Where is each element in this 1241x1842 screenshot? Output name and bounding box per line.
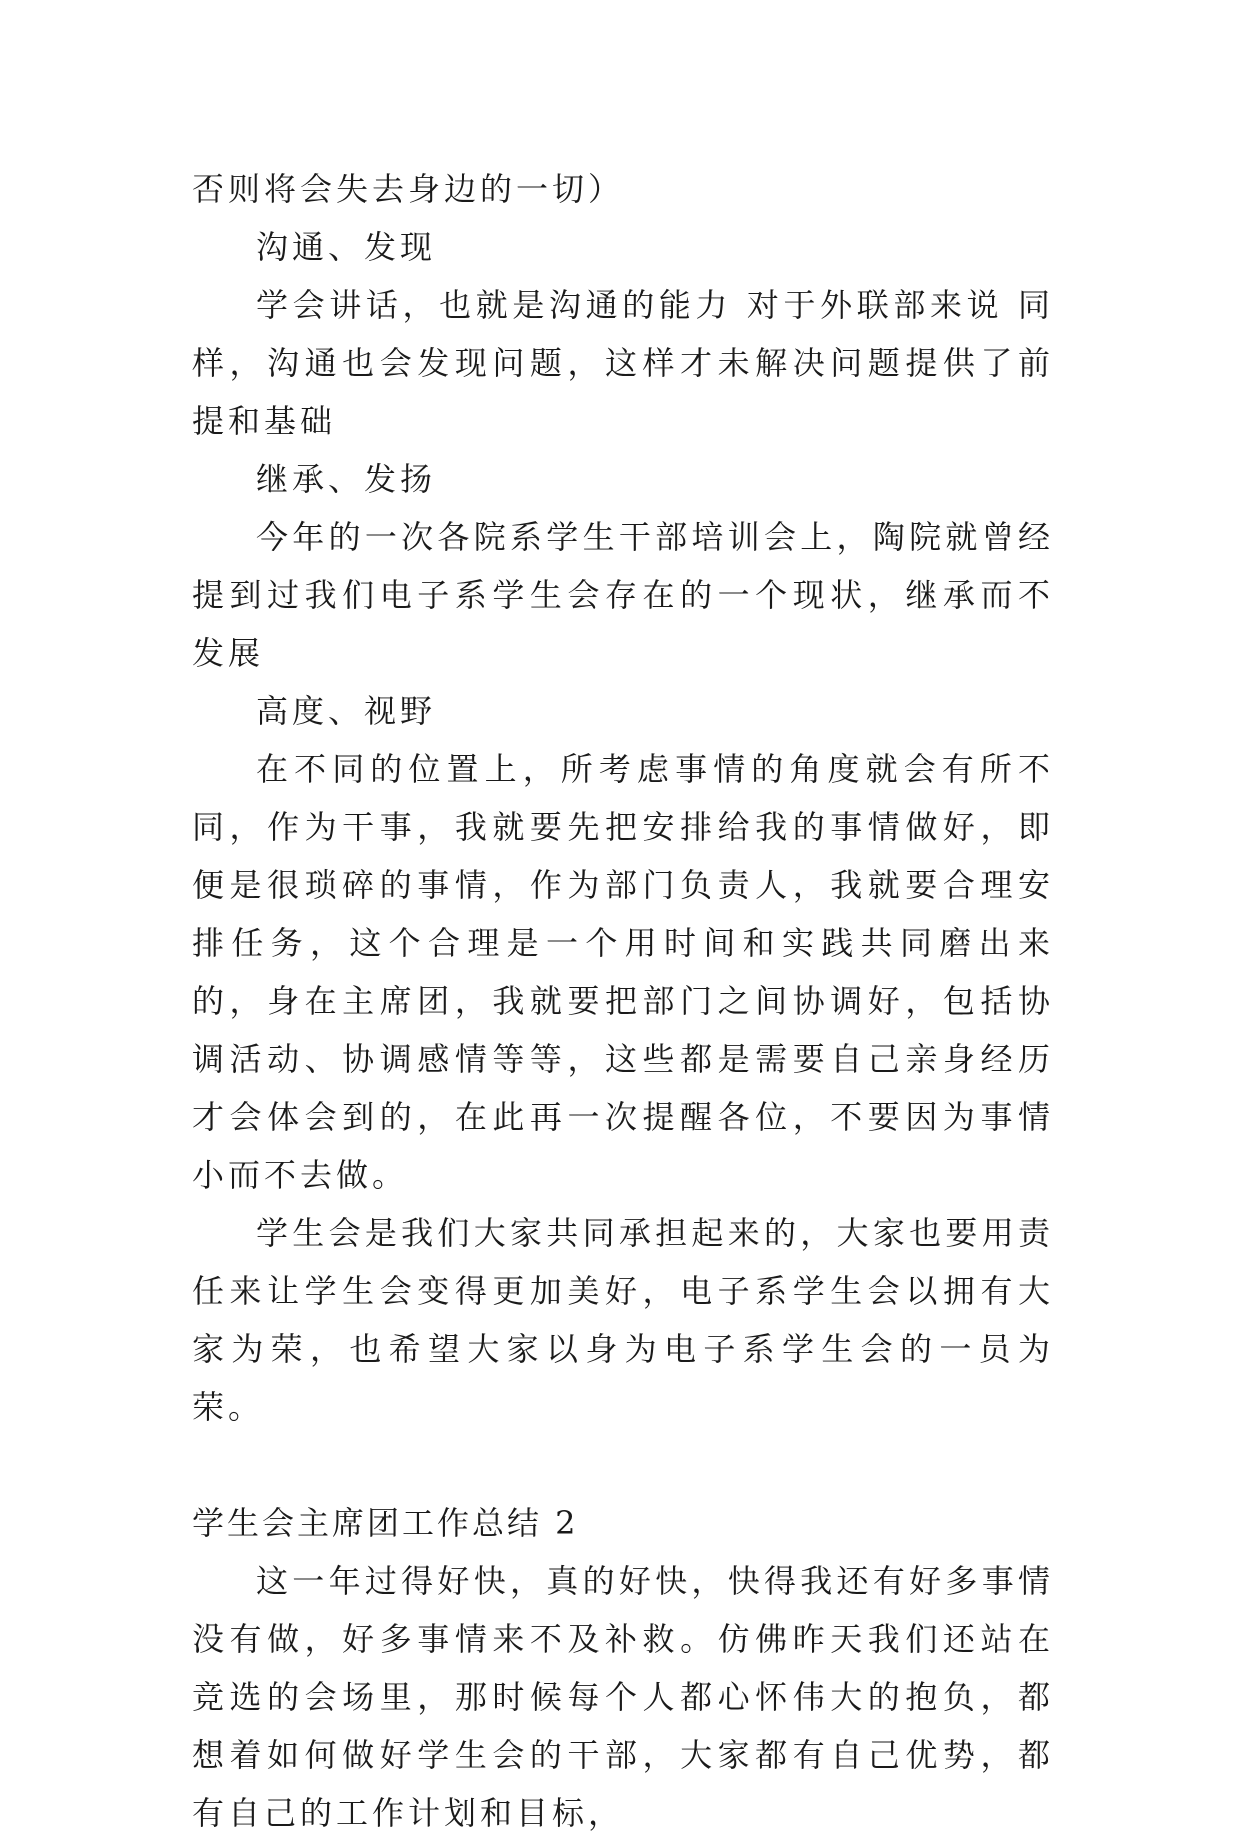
section-gap: [192, 1436, 1054, 1494]
paragraph-closing: 学生会是我们大家共同承担起来的，大家也要用责任来让学生会变得更加美好，电子系学生会以拥有大家为荣，也希望大家以身为电子系学生会的一员为荣。: [192, 1214, 1054, 1426]
paragraph-summary-2: 这一年过得好快，真的好快，快得我还有好多事情没有做，好多事情来不及补救。仿佛昨天我们还站在竞选的会场里，那时候每个人都心怀伟大的抱负，都想着如何做好学生会的干部，大家都有自己优势，都有自己的工作计划和目标，: [192, 1562, 1054, 1832]
paragraph-continuation: 否则将会失去身边的一切）: [192, 170, 625, 208]
paragraph-communication: 学会讲话，也就是沟通的能力 对于外联部来说 同样，沟通也会发现问题，这样才未解决问题提供了前提和基础: [192, 286, 1054, 440]
paragraph-vision: 在不同的位置上，所考虑事情的角度就会有所不同，作为干事，我就要先把安排给我的事情做好，即便是很琐碎的事情，作为部门负责人，我就要合理安排任务，这个合理是一个用时间和实践共同磨出来的，身在主席团，我就要把部门之间协调好，包括协调活动、协调感情等等，这些都是需要自己亲身经历才会体会到的，在此再一次提醒各位，不要因为事情小而不去做。: [192, 750, 1054, 1194]
document-title-2: 学生会主席团工作总结 2: [192, 1504, 579, 1542]
section-heading-communication: 沟通、发现: [256, 228, 437, 266]
document-body: [192, 160, 1054, 1842]
section-heading-inherit: 继承、发扬: [256, 460, 437, 498]
paragraph-inherit: 今年的一次各院系学生干部培训会上，陶院就曾经提到过我们电子系学生会存在的一个现状，继承而不发展: [192, 518, 1054, 672]
section-heading-vision: 高度、视野: [256, 692, 437, 730]
